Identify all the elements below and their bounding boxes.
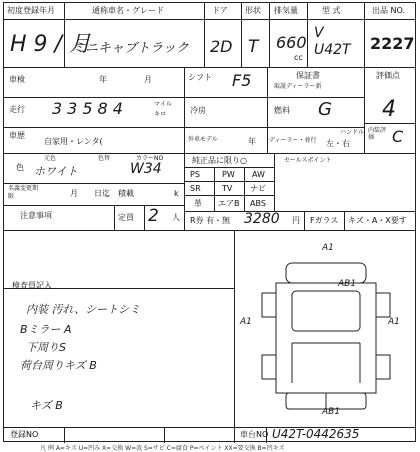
color-original-sub: 元色 <box>44 155 57 162</box>
recycle-value: 3280 <box>244 211 280 227</box>
name-change-label: 名義変更期限 <box>8 185 39 200</box>
model-label: 型 式 <box>322 6 341 15</box>
loading-unit: k <box>174 189 179 198</box>
first-reg-value: H 9 / 月 <box>10 32 91 57</box>
damage-mark: A1 <box>240 317 252 327</box>
warranty-label: 保証書 <box>296 71 320 80</box>
fuel-label: 燃料 <box>274 106 290 115</box>
mileage-label: 走行 <box>9 105 25 114</box>
warranty-sub-label: 取説ディーラー新 <box>274 83 322 90</box>
name-change-day: 日迄 <box>94 189 110 198</box>
door-label: ドア <box>212 6 228 15</box>
color-no-value: W34 <box>130 161 162 177</box>
capacity-unit: 人 <box>172 213 180 222</box>
color-change-sub: 色替 <box>98 155 111 162</box>
damage-mark: A1 <box>388 317 400 327</box>
equipment-title: 純正品に限り○ <box>192 156 247 165</box>
mileage-unit-mile: マイル <box>154 101 172 108</box>
inspector-line: 下周りS <box>26 341 66 354</box>
shaken-month-label: 月 <box>144 75 152 84</box>
equipment-item: SR <box>190 184 201 193</box>
interior-value: C <box>392 127 404 146</box>
glass-label: Fガラス <box>310 216 339 225</box>
first-reg-label: 初度登録年月 <box>7 6 55 15</box>
color-value: ホワイト <box>34 165 78 178</box>
lot-no-label: 出品 NO. <box>372 6 406 15</box>
glass-options: キズ・A・X要す <box>348 216 407 225</box>
lot-no-value: 2227 <box>370 34 415 53</box>
notes-label: 注意事項 <box>20 211 52 220</box>
handle-label: ハンドル <box>340 129 365 136</box>
outer-model-label: 外車モデル <box>188 136 218 143</box>
door-value: 2D <box>210 37 233 56</box>
displacement-label: 排気量 <box>274 6 298 15</box>
name-change-month: 月 <box>70 189 78 198</box>
shape-value: T <box>248 37 259 57</box>
damage-mark: AB1 <box>322 407 341 417</box>
legend: 凡 例 A=キズ U=凹み X=交換 W=波 S=サビ C=腐食 P=ペイント XX=要交換 B=凹キズ <box>40 445 285 452</box>
shift-value: F5 <box>232 71 252 90</box>
loading-label: 積載 <box>118 189 134 198</box>
inspector-line: 荷台周りキズ B <box>20 359 97 372</box>
score-label: 評価点 <box>376 71 400 80</box>
shift-label: シフト <box>188 73 212 82</box>
recycle-label: R券 <box>190 216 204 225</box>
car-name-value: ミニキャブトラック <box>72 41 189 56</box>
dealer-label: ディーラー・並行 <box>269 137 317 144</box>
inspector-line: Bミラー A <box>20 323 72 336</box>
capacity-value: 2 <box>148 206 159 226</box>
equipment-item: 革 <box>194 199 202 208</box>
equipment-item: TV <box>222 184 233 193</box>
equipment-item: PW <box>222 170 235 179</box>
interior-label: 内装評価 <box>368 127 387 141</box>
chassis-value: U42T-0442635 <box>272 427 360 441</box>
inspector-label: 検査員記入 <box>12 281 52 290</box>
chassis-label: 車台NO <box>240 430 269 439</box>
equipment-item: エアB <box>218 199 240 208</box>
equipment-item: ナビ <box>250 184 266 193</box>
shaken-year-label: 年 <box>99 75 107 84</box>
recycle-options: 有・無 <box>206 216 230 225</box>
equipment-item: ABS <box>250 199 266 208</box>
damage-mark: A1 <box>322 243 334 253</box>
damage-mark: AB1 <box>338 279 357 289</box>
capacity-label: 定員 <box>118 213 134 222</box>
mileage-value: 33584 <box>52 99 128 118</box>
handle-value: 左・右 <box>326 139 350 148</box>
score-value: 4 <box>382 97 396 122</box>
history-label: 車歴 <box>9 131 25 140</box>
aircon-label: 冷房 <box>190 106 206 115</box>
equipment-item: PS <box>190 170 200 179</box>
shape-label: 形状 <box>245 6 261 15</box>
displacement-unit: cc <box>294 53 303 62</box>
fuel-value: G <box>318 99 332 120</box>
inspector-line: キズ B <box>30 399 63 412</box>
recycle-unit: 円 <box>292 216 300 225</box>
model-value: V U42T <box>314 25 351 58</box>
mileage-unit-km: キロ <box>154 111 167 118</box>
shaken-label: 車検 <box>9 75 25 84</box>
outer-model-year: 年 <box>248 137 256 146</box>
displacement-value: 660 <box>276 33 307 52</box>
equipment-item: AW <box>252 170 265 179</box>
auction-sheet <box>3 2 416 442</box>
color-no-label: カラーNO <box>136 155 164 162</box>
inspector-line: 内装 汚れ、シートシミ <box>26 303 141 316</box>
history-options: 自家用・レンタ( <box>44 137 103 146</box>
sales-point-label: セールスポイント <box>284 157 332 164</box>
car-name-label: 通称車名・グレード <box>92 6 164 15</box>
color-label: 色 <box>16 163 24 172</box>
car-body-diagram <box>244 243 409 423</box>
reg-no-label: 登録NO <box>10 430 39 439</box>
